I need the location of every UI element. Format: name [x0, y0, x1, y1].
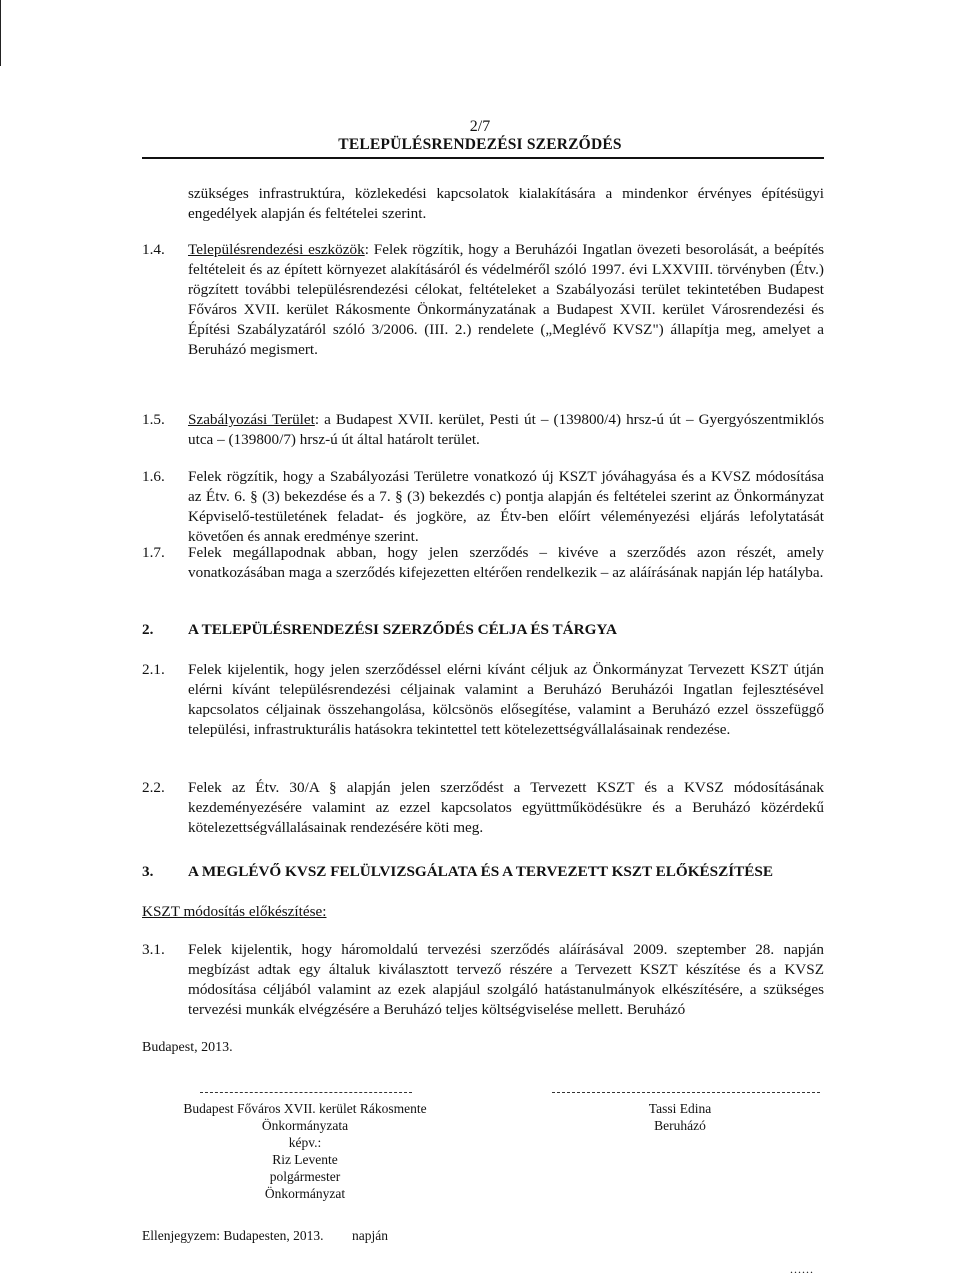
sig-right-line-2: Beruházó — [654, 1118, 706, 1133]
sig-left-line-2: Önkormányzata — [261, 1118, 349, 1133]
sig-left-line-6: Önkormányzat — [264, 1186, 346, 1201]
sig-right-line-1: Tassi Edina — [648, 1101, 712, 1116]
signature-block-onkormanyzat — [170, 1100, 440, 1202]
paragraph-3-1-text: Felek kijelentik, hogy háromoldalú tervezési szerződés aláírásával 2009. szeptember 28. napján megbízást adtak egy általuk kiválasztott tervező részére a Tervezett KSZT készítése és a KVSZ módosítása céljából valamint az ezek alapjául szolgáló hatástanulmányok elkészítésére, a szükséges tervezési munkák elvégzésére a Beruházó teljes költségviselése mellett. Beruházó — [188, 941, 824, 1018]
subheading-kszt-modositas: KSZT módosítás előkészítése: — [142, 903, 327, 920]
paragraph-1-5-text: : a Budapest XVII. kerület, Pesti út – (139800/4) hrsz-ú út – Gyergyószentmiklós utca – (139800/7) hrsz-ú út által határolt terület. — [188, 411, 825, 448]
page-number: 2/7 — [469, 118, 491, 135]
countersign-text: Ellenjegyzem: Budapesten, 2013. — [142, 1228, 324, 1243]
paragraph-2-2-text: Felek az Étv. 30/A § alapján jelen szerződést a Tervezett KSZT és a KVSZ módosításának kezdeményezésére valamint az ezzel kapcsolatos együttműködésükre és a Beruházó közérdekű kötelezettségvállalásainak rendezésére köti meg. — [188, 779, 824, 836]
paragraph-1-6-text: Felek rögzítik, hogy a Szabályozási Területre vonatkozó új KSZT jóváhagyása és a KVSZ módosítása az Étv. 6. § (3) bekezdése és a 7. § (3) bekezdés c) pontja alapján és feltételei szerint az Önkormányzat Képviselő-testületének feladat- és jogköre, az Étv-ben előírt véleményezési eljárás lefolytatását követően és annak eredménye szerint. — [188, 468, 824, 545]
signature-block-beruhazo — [570, 1100, 790, 1134]
section-3-number: 3. — [142, 863, 154, 880]
intro-paragraph — [188, 184, 824, 224]
paragraph-3-1 — [188, 940, 824, 1020]
paragraph-1-7-text: Felek megállapodnak abban, hogy jelen szerződés – kivéve a szerződés azon részét, amely vonatkozásában maga a szerződés kifejezetten eltérően rendelkezik – az aláírásának napján lép hatályba. — [188, 544, 824, 581]
intro-text: szükséges infrastruktúra, közlekedési kapcsolatok kialakítására a mindenkor érvényes építésügyi engedélyek alapján és feltételei szerint. — [188, 185, 824, 222]
signature-line-left — [200, 1092, 412, 1093]
item-number-1-5: 1.5. — [142, 411, 165, 428]
paragraph-1-4-text: : Felek rögzítik, hogy a Beruházói Ingatlan övezeti besorolását, a beépítés feltételeit és az épített környezet alakításáról és védelméről szóló 1997. évi LXXVIII. törvényben (Étv.) rögzített további településrendezési célokat, feltételeket a Szabályozási terület tekintetében Budapest Főváros XVII. kerület Rákosmente Önkormányzatának a Budapest XVII. kerület Városrendezési és Építési Szabályzatáról szóló 3/2006. (III. 2.) rendelete („Meglévő KVSZ") állapítja meg, amelyet a Beruházó megismert. — [188, 241, 824, 358]
paragraph-1-5 — [188, 410, 824, 450]
sig-left-line-1: Budapest Főváros XVII. kerület Rákosmente — [183, 1101, 427, 1116]
term-telepulesrendezesi-eszkozok: Településrendezési eszközök — [188, 241, 365, 258]
scan-edge-line — [0, 0, 1, 66]
paragraph-1-4 — [188, 240, 824, 360]
paragraph-1-6 — [188, 467, 824, 547]
item-number-2-2: 2.2. — [142, 779, 165, 796]
document-title: TELEPÜLÉSRENDEZÉSI SZERZŐDÉS — [338, 136, 622, 153]
section-3-title: A MEGLÉVŐ KVSZ FELÜLVIZSGÁLATA ÉS A TERVEZETT KSZT ELŐKÉSZÍTÉSE — [188, 863, 773, 880]
item-number-1-6: 1.6. — [142, 468, 165, 485]
item-number-2-1: 2.1. — [142, 661, 165, 678]
paragraph-2-2 — [188, 778, 824, 838]
paragraph-1-7 — [188, 543, 824, 583]
paragraph-2-1-text: Felek kijelentik, hogy jelen szerződéssel elérni kívánt céljuk az Önkormányzat Tervezett KSZT útján elérni kívánt településrendezési céljainak valamint a Beruházó Beruházói Ingatlan fejlesztésével kapcsolatos céljainak összehangolása, kölcsönös elősegítése, valamint a Beruházó ezzel összefüggő települési, infrastrukturális hatásokra tekintettel tett kötelezettségvállalásainak rendezése. — [188, 661, 824, 738]
signature-line-right — [552, 1092, 820, 1093]
item-number-1-7: 1.7. — [142, 544, 165, 561]
term-szabalyozasi-terulet: Szabályozási Terület — [188, 411, 315, 428]
footer-dots: ...... — [790, 1262, 814, 1276]
sig-left-line-5: polgármester — [269, 1169, 341, 1184]
item-number-3-1: 3.1. — [142, 941, 165, 958]
section-2-number: 2. — [142, 621, 154, 638]
sig-left-line-3: képv.: — [288, 1135, 322, 1150]
header-rule — [142, 157, 824, 159]
section-2-title: A TELEPÜLÉSRENDEZÉSI SZERZŐDÉS CÉLJA ÉS TÁRGYA — [188, 621, 617, 638]
sig-left-line-4: Riz Levente — [272, 1152, 338, 1167]
paragraph-2-1 — [188, 660, 824, 740]
item-number-1-4: 1.4. — [142, 241, 165, 258]
signing-date: Budapest, 2013. — [142, 1040, 233, 1055]
countersign-napjan: napján — [352, 1228, 388, 1243]
